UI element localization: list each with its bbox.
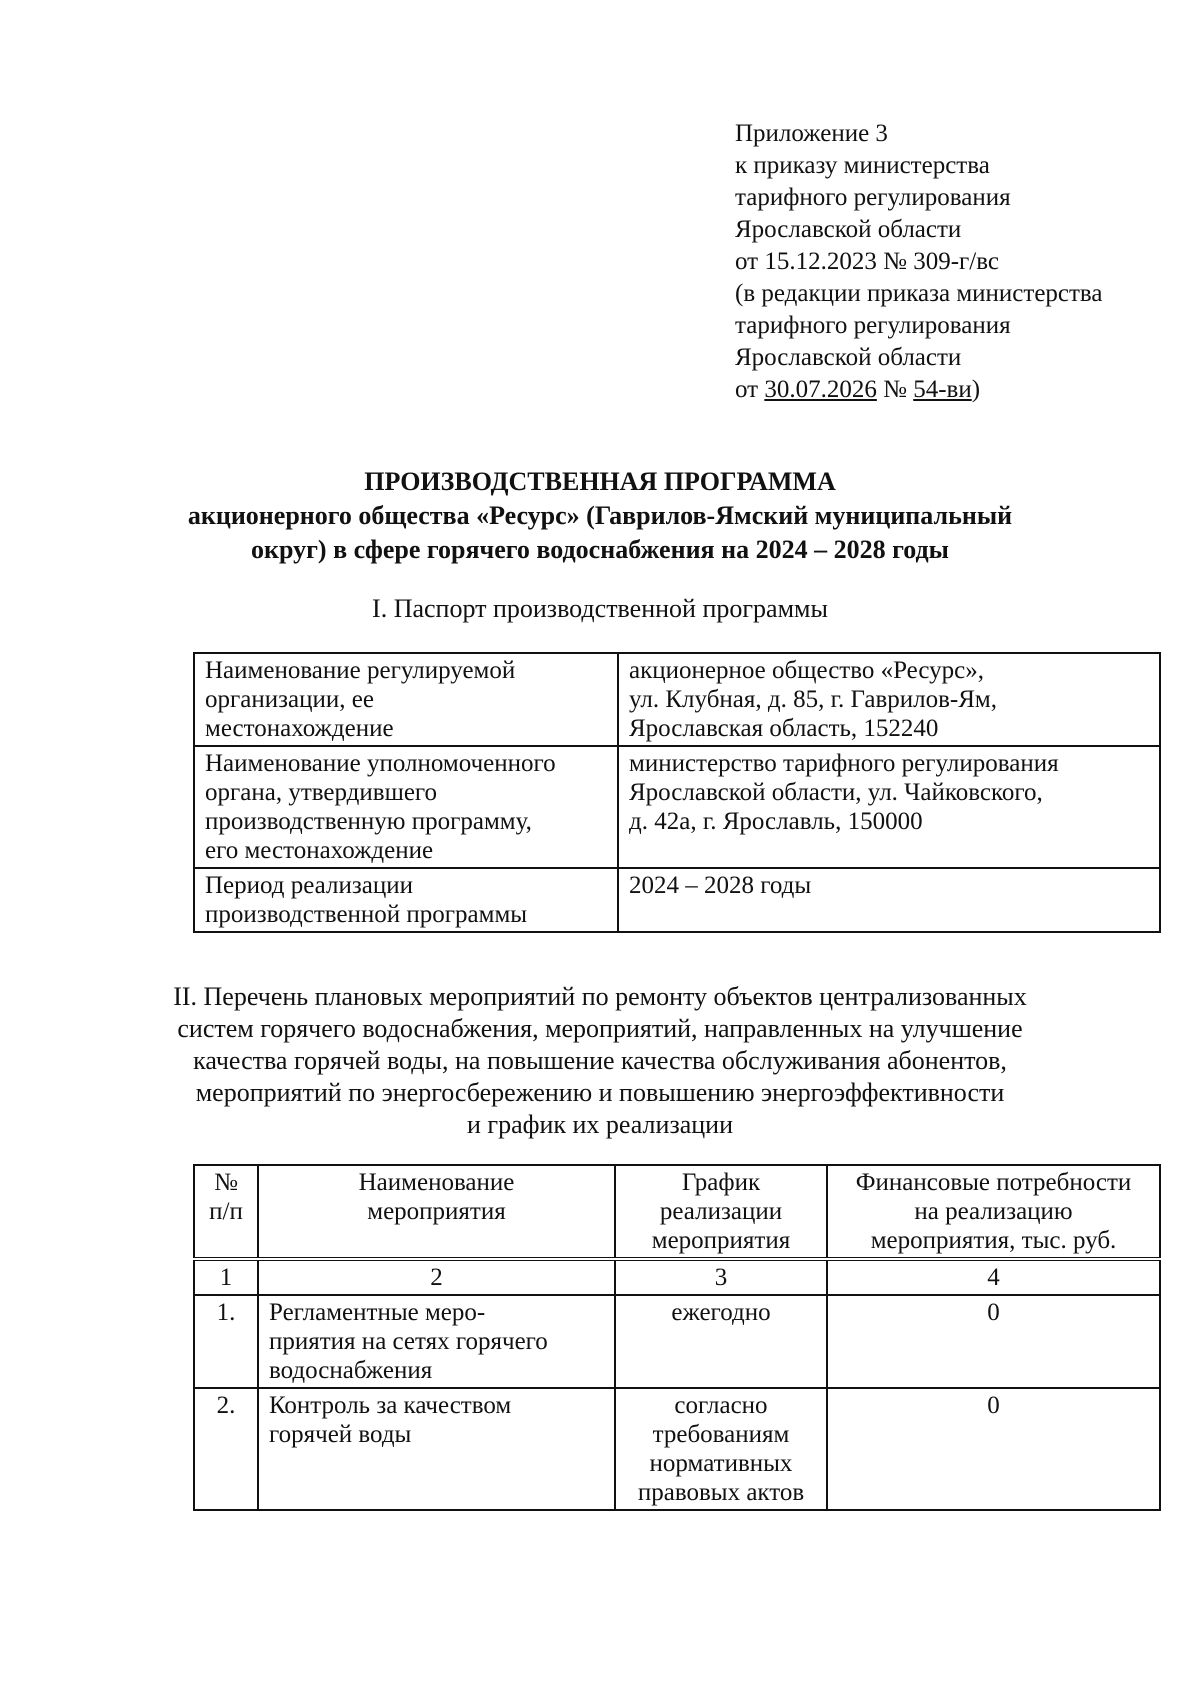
cell-line: Ярославская область, 152240 <box>629 715 939 742</box>
heading-line: мероприятий по энергосбережению и повышению энергоэффективности <box>195 1078 1005 1107</box>
appendix-middle: № <box>876 376 914 403</box>
row-number: 1. <box>194 1295 258 1388</box>
table-row <box>194 868 1160 932</box>
cell-line: График <box>681 1169 761 1196</box>
cell-line: на реализацию <box>914 1198 1073 1225</box>
passport-value <box>618 653 1160 746</box>
heading-line: II. Перечень плановых мероприятий по ремонту объектов централизованных <box>173 982 1027 1011</box>
cell-line: Период реализации <box>205 872 413 899</box>
cell-line: акционерное общество «Ресурс», <box>629 657 985 684</box>
cell-line: п/п <box>209 1198 243 1225</box>
column-number: 2 <box>258 1259 615 1295</box>
cell-line: правовых актов <box>637 1479 805 1506</box>
section2-heading <box>0 981 1200 1141</box>
cell-line: организации, ее <box>205 686 374 713</box>
heading-line: и график их реализации <box>467 1110 733 1139</box>
event-schedule <box>615 1295 827 1388</box>
cell-line: производственную программу, <box>205 808 532 835</box>
cell-line: № <box>214 1169 238 1196</box>
column-number: 3 <box>615 1259 827 1295</box>
column-header <box>194 1165 258 1259</box>
table-row <box>194 1388 1160 1510</box>
appendix-line: Ярославской области <box>735 344 962 371</box>
passport-label <box>194 746 618 868</box>
cell-line: Финансовые потребности <box>855 1169 1132 1196</box>
cell-line: Наименование <box>358 1169 515 1196</box>
passport-table <box>193 652 1161 933</box>
appendix-last-line <box>735 374 1103 406</box>
appendix-line: к приказу министерства <box>735 152 990 179</box>
passport-label <box>194 868 618 932</box>
cell-line: местонахождение <box>205 715 394 742</box>
section1-heading: I. Паспорт производственной программы <box>372 594 828 623</box>
appendix-line: от 15.12.2023 № 309-г/вс <box>735 248 999 275</box>
title-line: ПРОИЗВОДСТВЕННАЯ ПРОГРАММА <box>364 467 836 496</box>
table-row <box>194 746 1160 868</box>
event-name <box>258 1388 615 1510</box>
appendix-line: Приложение 3 <box>735 120 888 147</box>
heading-line: качества горячей воды, на повышение качества обслуживания абонентов, <box>193 1046 1007 1075</box>
cell-line: мероприятия, тыс. руб. <box>870 1227 1117 1254</box>
appendix-prefix: от <box>735 376 765 403</box>
event-schedule <box>615 1388 827 1510</box>
column-header <box>827 1165 1160 1259</box>
column-header <box>615 1165 827 1259</box>
table-row <box>194 653 1160 746</box>
appendix-block <box>735 118 1103 406</box>
cell-line: мероприятия <box>367 1198 506 1225</box>
title-line: округ) в сфере горячего водоснабжения на 2024 – 2028 годы <box>251 535 949 564</box>
cell-line: реализации <box>659 1198 783 1225</box>
appendix-line: тарифного регулирования <box>735 184 1011 211</box>
cell-line: Наименование регулируемой <box>205 657 516 684</box>
column-header <box>258 1165 615 1259</box>
appendix-line: Ярославской области <box>735 216 962 243</box>
appendix-line: тарифного регулирования <box>735 312 1011 339</box>
cell-line: ежегодно <box>671 1299 771 1326</box>
column-number-row <box>194 1259 1160 1295</box>
cell-line: Контроль за качеством <box>269 1392 512 1419</box>
passport-value <box>618 868 1160 932</box>
document-title <box>0 465 1200 567</box>
passport-label <box>194 653 618 746</box>
cell-line: производственной программы <box>205 901 528 928</box>
cell-line: ул. Клубная, д. 85, г. Гаврилов-Ям, <box>629 686 998 713</box>
cell-line: водоснабжения <box>269 1357 433 1384</box>
amendment-number: 54-ви <box>913 376 972 403</box>
heading-line: систем горячего водоснабжения, мероприятий, направленных на улучшение <box>177 1014 1023 1043</box>
cell-line: приятия на сетях горячего <box>269 1328 548 1355</box>
cell-line: согласно <box>674 1392 768 1419</box>
cell-line: Наименование уполномоченного <box>205 750 556 777</box>
table-header-row <box>194 1165 1160 1259</box>
cell-line: Ярославской области, ул. Чайковского, <box>629 779 1043 806</box>
events-table <box>193 1164 1161 1511</box>
event-name <box>258 1295 615 1388</box>
cell-line: требованиям <box>652 1421 790 1448</box>
cell-line: Регламентные меро- <box>269 1299 486 1326</box>
cell-line: органа, утвердившего <box>205 779 438 806</box>
event-cost: 0 <box>827 1295 1160 1388</box>
cell-line: мероприятия <box>651 1227 791 1254</box>
appendix-suffix: ) <box>971 376 981 403</box>
cell-line: горячей воды <box>269 1421 412 1448</box>
amendment-date: 30.07.2026 <box>764 376 877 403</box>
row-number: 2. <box>194 1388 258 1510</box>
passport-value <box>618 746 1160 868</box>
appendix-line: (в редакции приказа министерства <box>735 280 1103 307</box>
cell-line: 2024 – 2028 годы <box>629 872 812 899</box>
column-number: 4 <box>827 1259 1160 1295</box>
cell-line: его местонахождение <box>205 837 434 864</box>
cell-line: министерство тарифного регулирования <box>629 750 1059 777</box>
column-number: 1 <box>194 1259 258 1295</box>
event-cost: 0 <box>827 1388 1160 1510</box>
table-row <box>194 1295 1160 1388</box>
title-line: акционерного общества «Ресурс» (Гаврилов-Ямский муниципальный <box>187 501 1013 530</box>
cell-line: д. 42а, г. Ярославль, 150000 <box>629 808 923 835</box>
cell-line: нормативных <box>649 1450 793 1477</box>
